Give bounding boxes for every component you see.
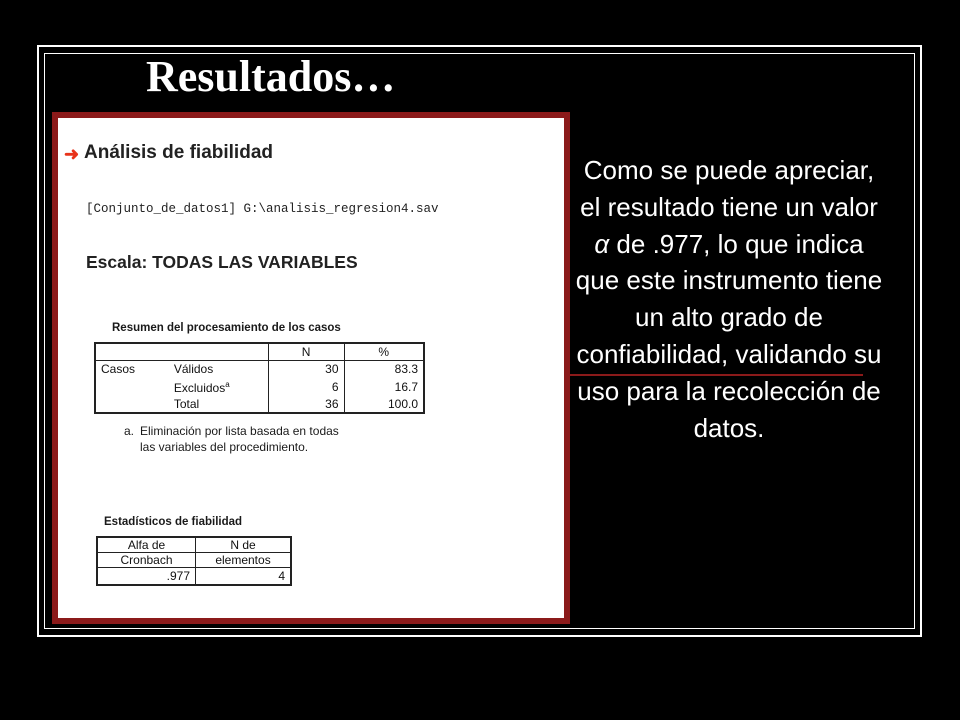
n-items-value: 4 bbox=[196, 568, 291, 586]
row-n: 6 bbox=[268, 377, 344, 396]
row-group-label: Casos bbox=[101, 362, 136, 376]
footnote-marker-label: a. bbox=[124, 424, 135, 438]
row-n: 30 bbox=[268, 361, 344, 378]
body-paragraph: Como se puede apreciar, el resultado tiene un valor α de .977, lo que indica que este instrumento tiene un alto grado de confiabilidad, validando su uso para la recolección de datos. bbox=[575, 155, 883, 443]
table-header-cell bbox=[95, 343, 169, 361]
table-header-row bbox=[97, 537, 291, 553]
table-header-cell: N bbox=[268, 343, 344, 361]
spss-output-content bbox=[58, 118, 564, 618]
table-header-row bbox=[97, 553, 291, 568]
reliability-caption: Estadísticos de fiabilidad bbox=[104, 516, 243, 528]
alpha-value: .977 bbox=[97, 568, 196, 586]
table-row bbox=[95, 361, 424, 378]
table-row bbox=[97, 568, 291, 586]
scale-label: Escala: TODAS LAS VARIABLES bbox=[86, 252, 358, 272]
reliability-table bbox=[96, 536, 292, 586]
row-pct: 16.7 bbox=[394, 379, 418, 394]
row-label: Válidos bbox=[169, 361, 268, 378]
row-label: Total bbox=[169, 396, 268, 413]
row-pct: 83.3 bbox=[394, 362, 418, 376]
footnote-line-2: las variables del procedimiento. bbox=[140, 440, 309, 454]
slide-title: Resultados… bbox=[146, 52, 396, 101]
summary-caption: Resumen del procesamiento de los casos bbox=[112, 322, 341, 334]
header-alpha-line2: Cronbach bbox=[97, 553, 196, 568]
table-header-cell: % bbox=[344, 343, 424, 361]
row-n: 36 bbox=[268, 396, 344, 413]
table-row bbox=[95, 396, 424, 413]
table-header-cell bbox=[169, 343, 268, 361]
footnote-marker: a bbox=[225, 380, 230, 389]
header-n-line1: N de bbox=[196, 537, 291, 553]
table-row bbox=[95, 377, 424, 396]
spss-output-panel bbox=[52, 112, 570, 624]
row-label: Excluidos$^a$ bbox=[169, 377, 268, 396]
dataset-path: [Conjunto_de_datos1] G:\analisis_regresion4.sav bbox=[86, 202, 439, 216]
output-heading: Análisis de fiabilidad bbox=[84, 142, 273, 163]
footnote-line-1: Eliminación por lista basada en todas bbox=[140, 424, 339, 438]
row-pct: 100.0 bbox=[387, 397, 418, 411]
case-summary-table bbox=[94, 342, 425, 414]
header-n-line2: elementos bbox=[196, 553, 291, 568]
header-alpha-line1: Alfa de bbox=[97, 537, 196, 553]
table-header-row bbox=[95, 343, 424, 361]
alpha-symbol: α bbox=[594, 228, 610, 259]
right-arrow-icon: ➜ bbox=[64, 144, 80, 164]
